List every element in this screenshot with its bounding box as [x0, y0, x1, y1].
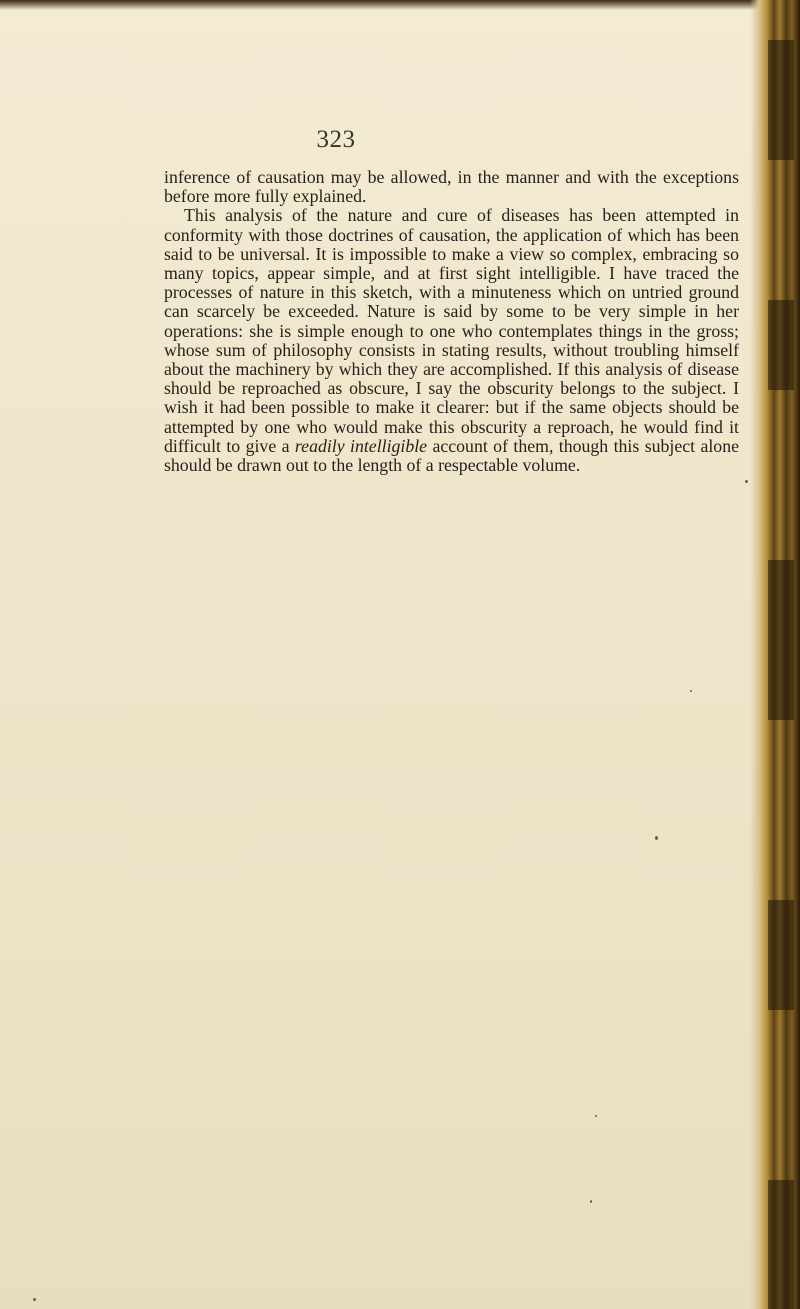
page-number: 323	[316, 126, 356, 153]
edge-streak	[768, 560, 794, 720]
paper-speck	[33, 1298, 36, 1301]
paragraph-1: inference of causation may be allowed, in the manner and with the exceptions before more fully explained.	[164, 167, 739, 207]
edge-streak	[768, 40, 794, 160]
paper-speck	[690, 690, 692, 692]
edge-streak	[768, 1180, 794, 1309]
body-text	[164, 168, 739, 475]
italic-phrase: readily intelligible	[294, 435, 428, 456]
paper-speck	[745, 480, 748, 483]
paper-speck	[655, 836, 658, 840]
paragraph-2-ending: account of them, though this subject alone should be drawn out to the length of a respectable volume.	[164, 435, 739, 476]
paragraph-2-text: This analysis of the nature and cure of diseases has been attempted in conformity with those doctrines of causation, the application of which has been said to be universal. It is impossible to make a view so complex, embracing so many topics, appear simple, and at first sight intelligible. I have traced the processes of nature in this sketch, with a minuteness which on untried ground can scarcely be exceeded. Nature is said by some to be very simple in her operations: she is simple enough to one who contemplates things in the gross; whose sum of philosophy consists in stating results, without troubling himself about the machinery by which they are accomplished. If this analysis of disease should be reproached as obscure, I say the obscurity belongs to the subject. I wish it had been possible to make it clearer: but if the same objects should be attempted by one who would make this obscurity a reproach, he would find it difficult to give a	[164, 205, 739, 456]
book-edge	[750, 0, 800, 1309]
paper-speck	[595, 1115, 597, 1117]
edge-streak	[768, 300, 794, 390]
top-edge-shadow	[0, 0, 800, 10]
paper-speck	[590, 1200, 592, 1203]
paragraph-2	[164, 206, 739, 475]
edge-streak	[768, 900, 794, 1010]
